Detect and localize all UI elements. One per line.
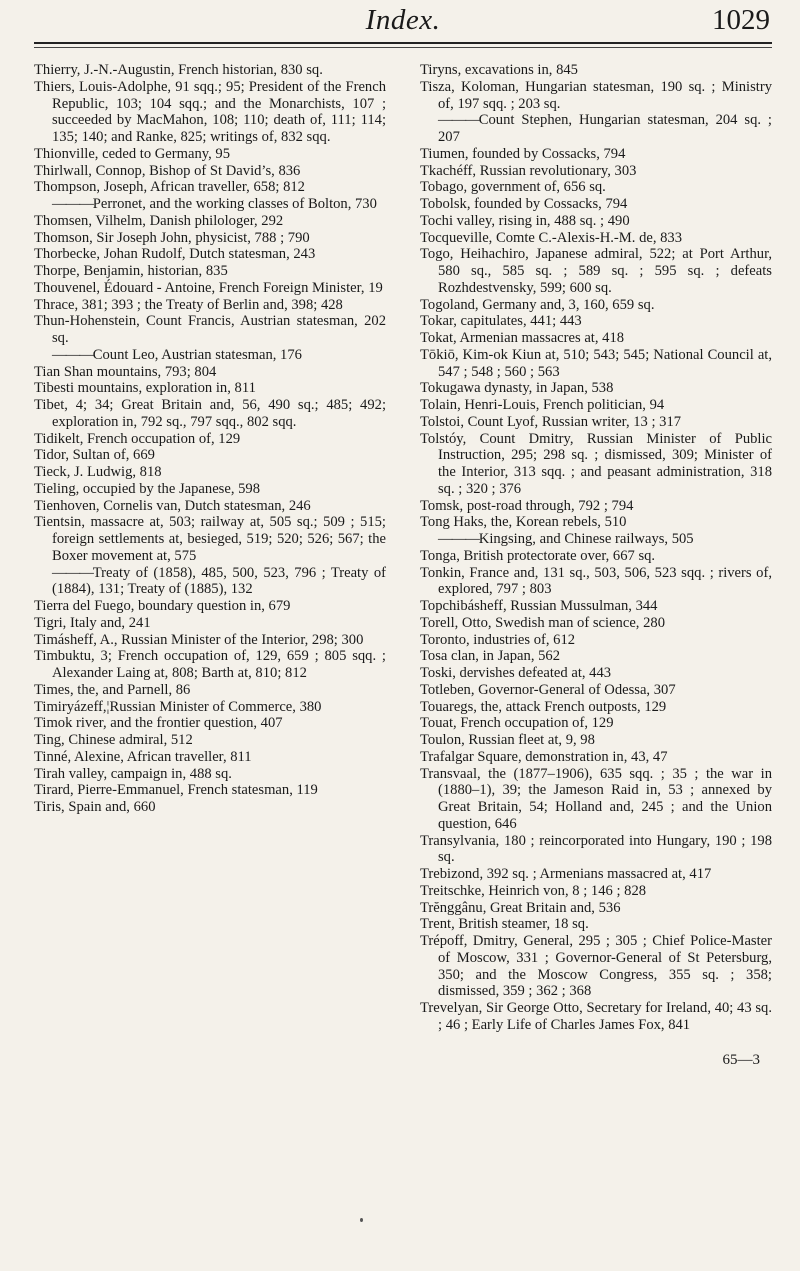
index-entry: Toski, dervishes defeated at, 443 — [420, 665, 612, 681]
index-entry: Thionville, ceded to Germany, 95 — [34, 145, 231, 162]
index-entry: Trevelyan, Sir George Otto, Secretary for Ireland, 40; 43 sq. ; 46 ; Early Life of Charles James Fox, 841 — [420, 1000, 772, 1033]
index-entry: Tosa clan, in Japan, 562 — [420, 648, 561, 665]
index-entry: Thomson, Sir Joseph John, physicist, 788 ; 790 — [34, 229, 310, 246]
index-entry: Thierry, J.-N.-Augustin, French historian, 830 sq. — [34, 62, 323, 78]
index-entry: Thiers, Louis-Adolphe, 91 sqq.; 95; President of the French Republic, 103; 104 sqq.; and the Monarchists, 107 ; succeeded by MacMahon, 108; 110; death of, 111; 114; 135; 140; and Ranke, 825; writings of, 832 sqq. — [34, 78, 386, 145]
index-entry: Thompson, Joseph, African traveller, 658; 812 — [34, 179, 305, 196]
index-entry: Tirard, Pierre-Emmanuel, French statesman, 119 — [34, 782, 318, 799]
index-entry: Thomsen, Vilhelm, Danish philologer, 292 — [34, 212, 284, 229]
index-entry: Tolain, Henri-Louis, French politician, 94 — [420, 397, 665, 413]
index-entry: Trépoff, Dmitry, General, 295 ; 305 ; Chief Police-Master of Moscow, 331 ; Governor-General of St Petersburg, 350; and the Moscow Congress, 355 sq. ; 358; dismissed, 359 ; 362 ; 368 — [420, 933, 772, 1000]
index-entry: Trebizond, 392 sq. ; Armenians massacred at, 417 — [420, 866, 712, 882]
index-entry: Tigri, Italy and, 241 — [34, 614, 151, 631]
right-column-entries — [420, 62, 772, 1034]
index-entry: Topchibásheff, Russian Mussulman, 344 — [420, 598, 658, 614]
index-entry: Tonkin, France and, 131 sq., 503, 506, 523 sqq. ; rivers of, explored, 797 ; 803 — [420, 564, 772, 598]
index-entry: Tibesti mountains, exploration in, 811 — [34, 380, 256, 397]
index-entry: Torell, Otto, Swedish man of science, 280 — [420, 614, 665, 631]
index-subentry: ——— Perronet, and the working classes of Bolton, 730 — [34, 196, 386, 213]
index-entry: Thirlwall, Connop, Bishop of St David’s, 836 — [34, 162, 301, 179]
index-entry: Tonga, British protectorate over, 667 sq. — [420, 547, 656, 564]
index-entry: Togoland, Germany and, 3, 160, 659 sq. — [420, 296, 655, 313]
index-entry: Tientsin, massacre at, 503; railway at, 505 sq.; 509 ; 515; foreign settlements at, besieged, 519; 520; 526; 567; the Boxer movement at, 575 — [34, 514, 386, 564]
page-number: 1029 — [712, 4, 770, 36]
index-entry: Tieling, occupied by the Japanese, 598 — [34, 480, 261, 497]
index-entry: Timbuktu, 3; French occupation of, 129, 659 ; 805 sqq. ; Alexander Laing at, 808; Barth at, 810; 812 — [34, 648, 386, 681]
index-entry: Tobolsk, founded by Cossacks, 794 — [420, 196, 628, 212]
index-subentry: ——— Kingsing, and Chinese railways, 505 — [420, 531, 772, 548]
index-subentry: ——— Treaty of (1858), 485, 500, 523, 796 ; Treaty of (1884), 131; Treaty of (1885), 132 — [34, 565, 386, 599]
index-entry: Tibet, 4; 34; Great Britain and, 56, 490 sq.; 485; 492; exploration in, 792 sq., 797 sqq., 802 sqq. — [34, 397, 386, 430]
index-entry: Transvaal, the (1877–1906), 635 sqq. ; 35 ; the war in (1880–1), 39; the Jameson Raid in, 53 ; annexed by Great Britain, 54; Holland and, 245 ; and the Union question, 646 — [420, 765, 772, 832]
index-entry: Tōkiō, Kim-ok Kiun at, 510; 543; 545; National Council at, 547 ; 548 ; 560 ; 563 — [420, 346, 772, 380]
index-entry: Tirah valley, campaign in, 488 sq. — [34, 765, 232, 782]
index-entry: Tiris, Spain and, 660 — [34, 799, 156, 815]
signature-mark: 65—3 — [722, 1051, 760, 1068]
index-entry: Tokar, capitulates, 441; 443 — [420, 313, 582, 330]
index-columns — [34, 62, 772, 1068]
index-entry: Toulon, Russian fleet at, 9, 98 — [420, 732, 595, 748]
index-entry: Trent, British steamer, 18 sq. — [420, 916, 589, 933]
index-entry: Tokugawa dynasty, in Japan, 538 — [420, 380, 614, 397]
index-entry: Thorbecke, Johan Rudolf, Dutch statesman, 243 — [34, 246, 316, 263]
index-entry: Tochi valley, rising in, 488 sq. ; 490 — [420, 212, 630, 229]
running-title: Index. — [365, 4, 441, 36]
index-entry: Tolstóy, Count Dmitry, Russian Minister of Public Instruction, 295; 298 sq. ; dismissed, 309; Minister of the Interior, 313 sqq. ; and peasant administration, 318 sq. ; 320 ; 376 — [420, 430, 772, 497]
index-entry: Timásheff, A., Russian Minister of the Interior, 298; 300 — [34, 631, 364, 648]
index-entry: Timiryázeff,¦Russian Minister of Commerce, 380 — [34, 698, 322, 715]
index-entry: Tiumen, founded by Cossacks, 794 — [420, 145, 626, 162]
index-entry: Ting, Chinese admiral, 512 — [34, 732, 193, 748]
index-entry: Times, the, and Parnell, 86 — [34, 681, 191, 698]
index-entry: Touat, French occupation of, 129 — [420, 715, 614, 732]
index-entry: Tobago, government of, 656 sq. — [420, 179, 606, 196]
index-entry: Togo, Heihachiro, Japanese admiral, 522; at Port Arthur, 580 sq., 585 sq. ; 589 sq. ; 595 sq. ; defeats Rozhdestvensky, 599; 600 sq. — [420, 246, 772, 296]
index-entry: Thrace, 381; 393 ; the Treaty of Berlin and, 398; 428 — [34, 296, 343, 313]
index-entry: Tocqueville, Comte C.-Alexis-H.-M. de, 833 — [420, 229, 683, 246]
index-entry: Tieck, J. Ludwig, 818 — [34, 464, 162, 480]
index-entry: Tierra del Fuego, boundary question in, 679 — [34, 598, 291, 614]
print-speck — [360, 1218, 363, 1222]
index-entry: Tokat, Armenian massacres at, 418 — [420, 330, 625, 346]
index-entry: Tkachéff, Russian revolutionary, 303 — [420, 162, 637, 179]
index-entry: Transylvania, 180 ; reincorporated into Hungary, 190 ; 198 sq. — [420, 832, 772, 866]
index-entry: Toronto, industries of, 612 — [420, 631, 576, 648]
index-entry: Tidor, Sultan of, 669 — [34, 447, 155, 464]
index-entry: Tong Haks, the, Korean rebels, 510 — [420, 514, 627, 531]
header-rule-thin — [34, 47, 772, 48]
index-entry: Treitschke, Heinrich von, 8 ; 146 ; 828 — [420, 882, 647, 899]
index-entry: Tienhoven, Cornelis van, Dutch statesman, 246 — [34, 497, 311, 514]
header-rule — [34, 42, 772, 44]
right-column — [420, 62, 772, 1068]
index-entry: Tidikelt, French occupation of, 129 — [34, 430, 241, 447]
index-entry: Tinné, Alexine, African traveller, 811 — [34, 748, 252, 765]
index-entry: Totleben, Governor-General of Odessa, 307 — [420, 681, 676, 698]
index-subentry: ——— Count Leo, Austrian statesman, 176 — [34, 347, 386, 364]
index-entry: Thun-Hohenstein, Count Francis, Austrian statesman, 202 sq. — [34, 313, 386, 346]
left-column — [34, 62, 386, 1068]
index-entry: Tolstoi, Count Lyof, Russian writer, 13 ; 317 — [420, 413, 682, 430]
index-entry: Tian Shan mountains, 793; 804 — [34, 363, 217, 380]
index-entry: Trafalgar Square, demonstration in, 43, 47 — [420, 748, 668, 765]
page-header — [34, 0, 772, 40]
index-entry: Tiryns, excavations in, 845 — [420, 62, 578, 78]
index-entry: Tisza, Koloman, Hungarian statesman, 190 sq. ; Ministry of, 197 sqq. ; 203 sq. — [420, 78, 772, 112]
index-entry: Trĕnggânu, Great Britain and, 536 — [420, 899, 621, 916]
index-entry: Thouvenel, Édouard - Antoine, French Foreign Minister, 19 — [34, 279, 383, 296]
index-entry: Timok river, and the frontier question, 407 — [34, 715, 283, 732]
index-entry: Touaregs, the, attack French outposts, 129 — [420, 698, 667, 715]
index-entry: Tomsk, post-road through, 792 ; 794 — [420, 497, 634, 514]
index-entry: Thorpe, Benjamin, historian, 835 — [34, 263, 228, 279]
index-subentry: ——— Count Stephen, Hungarian statesman, 204 sq. ; 207 — [420, 112, 772, 146]
